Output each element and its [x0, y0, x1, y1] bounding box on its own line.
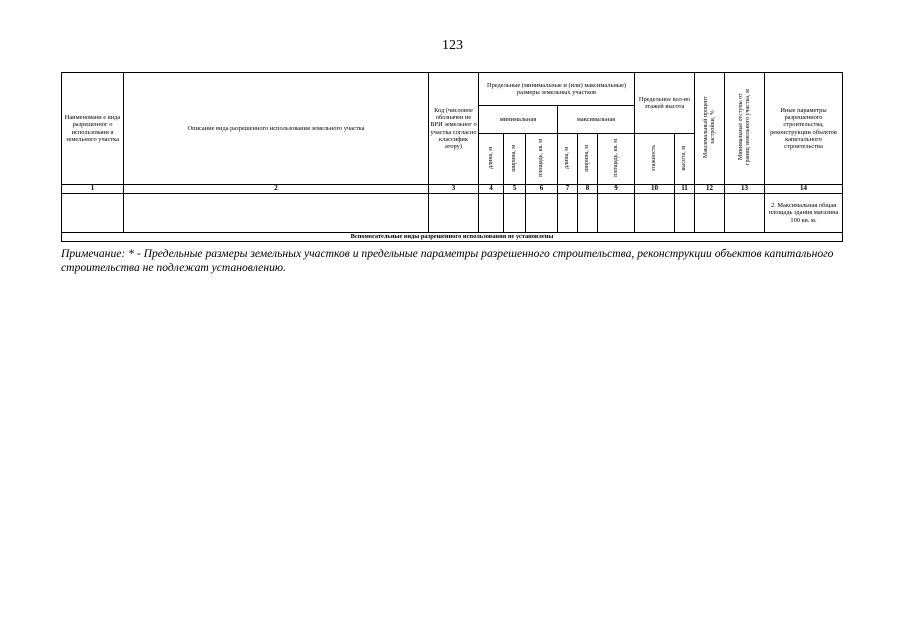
header-floors-count: этажность — [635, 134, 675, 185]
auxiliary-uses-footer: Вспомогательные виды разрешенного использования не установлены — [62, 233, 843, 242]
column-number: 9 — [598, 185, 635, 194]
header-maximal: максимальная — [558, 106, 635, 134]
header-code: Код (числовое обозначен ие ВРИ земельног о участка согласно классифик атору) — [429, 73, 479, 185]
column-number: 5 — [504, 185, 526, 194]
header-description: Описание вида разрешенного использования земельного участка — [124, 73, 429, 185]
column-number: 7 — [558, 185, 578, 194]
column-number: 6 — [526, 185, 558, 194]
header-min-width: ширина, м — [504, 134, 526, 185]
column-number: 12 — [695, 185, 725, 194]
column-number: 11 — [675, 185, 695, 194]
header-max-width: ширина, м — [578, 134, 598, 185]
page-number: 123 — [442, 38, 463, 53]
column-number: 4 — [479, 185, 504, 194]
column-number: 13 — [725, 185, 765, 194]
column-number: 3 — [429, 185, 479, 194]
header-name: Наименовани е вида разрешенног о использовани я земельного участка — [62, 73, 124, 185]
column-number: 14 — [765, 185, 843, 194]
column-number: 10 — [635, 185, 675, 194]
header-min-setback: Минимальные отступы от границ земельного участка, м — [725, 73, 765, 185]
header-max-area: площадь, кв. м — [598, 134, 635, 185]
footnote: Примечание: * - Предельные размеры земельных участков и предельные параметры разрешенного строительства, реконструкции объектов капитального строительства не подлежат установлению. — [61, 247, 834, 274]
column-number: 8 — [578, 185, 598, 194]
header-height: высота, м — [675, 134, 695, 185]
column-number: 2 — [124, 185, 429, 194]
column-number: 1 — [62, 185, 124, 194]
zoning-parameters-table — [61, 72, 843, 242]
header-floors: Предельное кол-во этажей высота — [635, 73, 695, 134]
other-params-value: 2. Максимальная общая площадь здания магазина 100 кв. м. — [765, 194, 843, 233]
header-min-length: длина, м — [479, 134, 504, 185]
column-number-row — [62, 185, 843, 194]
table-row — [62, 194, 843, 233]
header-other-params: Иные параметры разрешенного строительства, реконструкции объектов капитального строительства — [765, 73, 843, 185]
header-max-percent: Максимальный процент застройки, % — [695, 73, 725, 185]
header-minimal: минимальная — [479, 106, 558, 134]
header-limit-sizes: Предельные (минимальные и (или) максимальные) размеры земельных участков — [479, 73, 635, 106]
header-max-length: длина, м — [558, 134, 578, 185]
header-min-area: площадь, кв. м — [526, 134, 558, 185]
